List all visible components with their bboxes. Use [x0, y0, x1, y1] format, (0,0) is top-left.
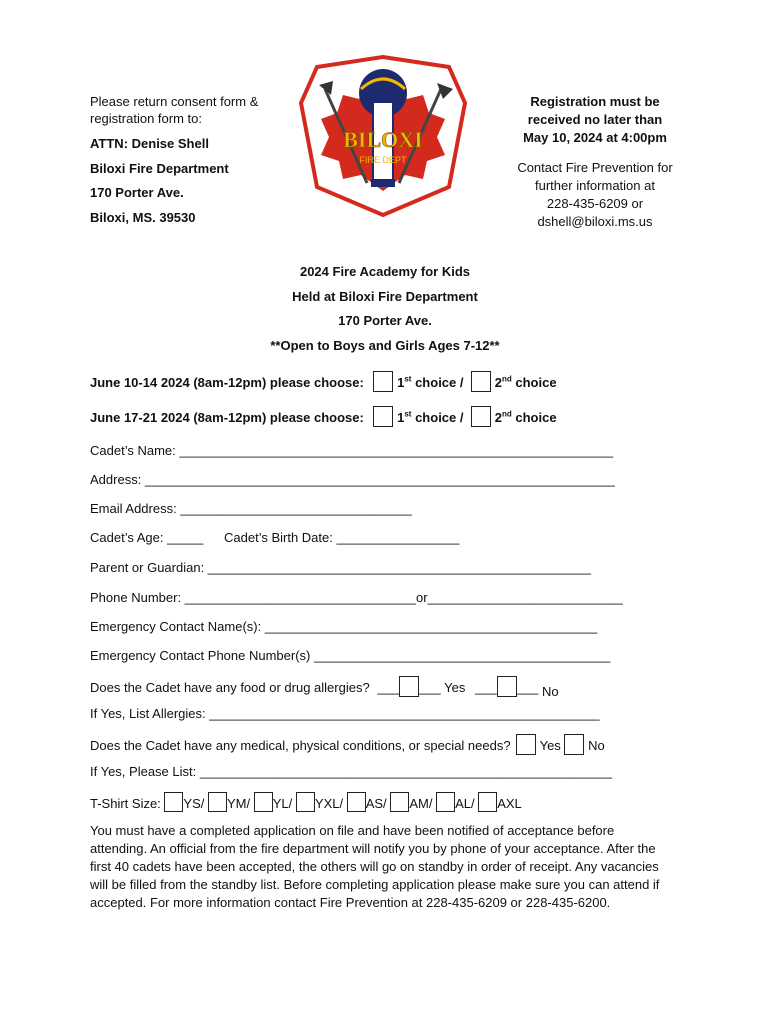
tshirt-size-row: [90, 792, 522, 812]
logo-subtitle-text: FIRE DEPT: [359, 155, 407, 165]
address-field[interactable]: Address: _________________________________________________________________: [90, 472, 615, 487]
allergy-no-checkbox[interactable]: [497, 676, 517, 697]
allergy-list-field[interactable]: If Yes, List Allergies: ______________________________________________________: [90, 706, 600, 721]
dept-line: Biloxi Fire Department: [90, 160, 229, 176]
medical-question: Does the Cadet have any medical, physical conditions, or special needs?: [90, 738, 511, 753]
title-line-4: **Open to Boys and Girls Ages 7-12**: [270, 338, 500, 353]
logo-title-text: BILOXI: [343, 127, 423, 152]
medical-row: [90, 734, 605, 755]
size-ys-label: YS/: [183, 796, 205, 811]
session-1-first-sup: st: [404, 374, 412, 384]
session-1-second-choice-checkbox[interactable]: [471, 371, 491, 392]
return-intro-line-2: registration form to:: [90, 111, 202, 126]
contact-info: [500, 159, 690, 231]
city-line: Biloxi, MS. 39530: [90, 209, 196, 225]
size-ys-checkbox[interactable]: [164, 792, 183, 812]
session-1-first-word: choice /: [411, 375, 464, 390]
title-line-1: 2024 Fire Academy for Kids: [299, 264, 471, 279]
acceptance-notice: You must have a completed application on file and have been notified of acceptance before attending. An official from the fire department will notify you by phone of your acceptance. After the first 40 cadets have been accepted, the others will go on standby in order of receipt. Any vacancies will be filled from the standby list. Before completing application please make sure you can attend if accepted. For more information contact Fire Prevention at 228-435-6209 or 228-435-6200.: [90, 823, 660, 910]
size-yxl-checkbox[interactable]: [296, 792, 315, 812]
session-2-second-sup: nd: [501, 409, 512, 419]
contact-line-3: 228-435-6209 or: [546, 196, 644, 211]
session-2-second-num: 2: [494, 410, 502, 425]
session-row-1: [90, 371, 557, 392]
session-2-first-word: choice /: [411, 410, 464, 425]
size-as-checkbox[interactable]: [347, 792, 366, 812]
cadet-age-field[interactable]: Cadet’s Age: _____: [90, 530, 204, 545]
session-2-first-num: 1: [397, 410, 405, 425]
session-1-first-choice-checkbox[interactable]: [373, 371, 393, 392]
size-yl-checkbox[interactable]: [254, 792, 273, 812]
biloxi-fire-department-logo: [297, 55, 469, 217]
birth-date-field[interactable]: Cadet’s Birth Date: _________________: [224, 530, 460, 545]
session-1-second-word: choice: [511, 375, 557, 390]
contact-line-1: Contact Fire Prevention for: [517, 160, 673, 175]
size-al-checkbox[interactable]: [436, 792, 455, 812]
session-1-first-num: 1: [397, 375, 405, 390]
mailing-address: [90, 132, 229, 230]
deadline-line-1: Registration must be: [530, 94, 660, 109]
parent-guardian-field[interactable]: Parent or Guardian: _____________________________________________________: [90, 560, 591, 575]
medical-no-checkbox[interactable]: [564, 734, 584, 755]
email-field[interactable]: Email Address: ________________________________: [90, 501, 412, 516]
size-as-label: AS/: [365, 796, 387, 811]
allergy-no-label: No: [541, 684, 559, 699]
phone-number-field[interactable]: Phone Number: ________________________________or___________________________: [90, 590, 623, 605]
session-2-second-choice-checkbox[interactable]: [471, 406, 491, 427]
emergency-contact-name-field[interactable]: Emergency Contact Name(s): ______________________________________________: [90, 619, 598, 634]
size-al-label: AL/: [455, 796, 475, 811]
session-2-first-sup: st: [404, 409, 412, 419]
session-2-label: June 17-21 2024 (8am-12pm) please choose:: [90, 410, 364, 425]
session-row-2: [90, 406, 557, 427]
medical-no-label: No: [588, 738, 605, 753]
medical-yes-checkbox[interactable]: [516, 734, 536, 755]
please-list-field[interactable]: If Yes, Please List: _________________________________________________________: [90, 764, 612, 779]
emergency-contact-phone-field[interactable]: Emergency Contact Phone Number(s) _________________________________________: [90, 648, 611, 663]
session-1-label: June 10-14 2024 (8am-12pm) please choose:: [90, 375, 364, 390]
tshirt-size-label: T-Shirt Size:: [90, 796, 161, 811]
size-axl-label: AXL: [497, 796, 522, 811]
contact-line-2: further information at: [535, 178, 655, 193]
size-ym-label: YM/: [227, 796, 251, 811]
size-yl-label: YL/: [272, 796, 293, 811]
allergy-question: Does the Cadet have any food or drug allergies?: [90, 680, 370, 695]
return-instructions: [90, 93, 258, 127]
title-line-2: Held at Biloxi Fire Department: [292, 289, 478, 304]
session-2-first-choice-checkbox[interactable]: [373, 406, 393, 427]
session-1-second-sup: nd: [501, 374, 512, 384]
deadline-line-2: received no later than: [527, 112, 663, 127]
registration-deadline: [500, 93, 690, 147]
allergy-yes-label: Yes: [444, 680, 466, 695]
session-1-second-num: 2: [494, 375, 502, 390]
size-axl-checkbox[interactable]: [478, 792, 497, 812]
allergy-yes-checkbox[interactable]: [399, 676, 419, 697]
size-am-label: AM/: [409, 796, 433, 811]
deadline-line-3: May 10, 2024 at 4:00pm: [523, 130, 667, 145]
street-line: 170 Porter Ave.: [90, 185, 184, 200]
size-yxl-label: YXL/: [314, 796, 344, 811]
allergy-row: Does the Cadet have any food or drug allergies? ___ ___ Yes ___ ___ No: [90, 676, 559, 697]
cadet-name-field[interactable]: Cadet’s Name: ____________________________________________________________: [90, 443, 614, 458]
medical-yes-label: Yes: [539, 738, 561, 753]
session-2-second-word: choice: [511, 410, 557, 425]
size-am-checkbox[interactable]: [390, 792, 409, 812]
title-line-3: 170 Porter Ave.: [338, 313, 432, 328]
contact-line-4: dshell@biloxi.ms.us: [537, 214, 653, 229]
return-intro-line-1: Please return consent form &: [90, 94, 259, 109]
attn-line: ATTN: Denise Shell: [90, 136, 209, 151]
size-ym-checkbox[interactable]: [208, 792, 227, 812]
